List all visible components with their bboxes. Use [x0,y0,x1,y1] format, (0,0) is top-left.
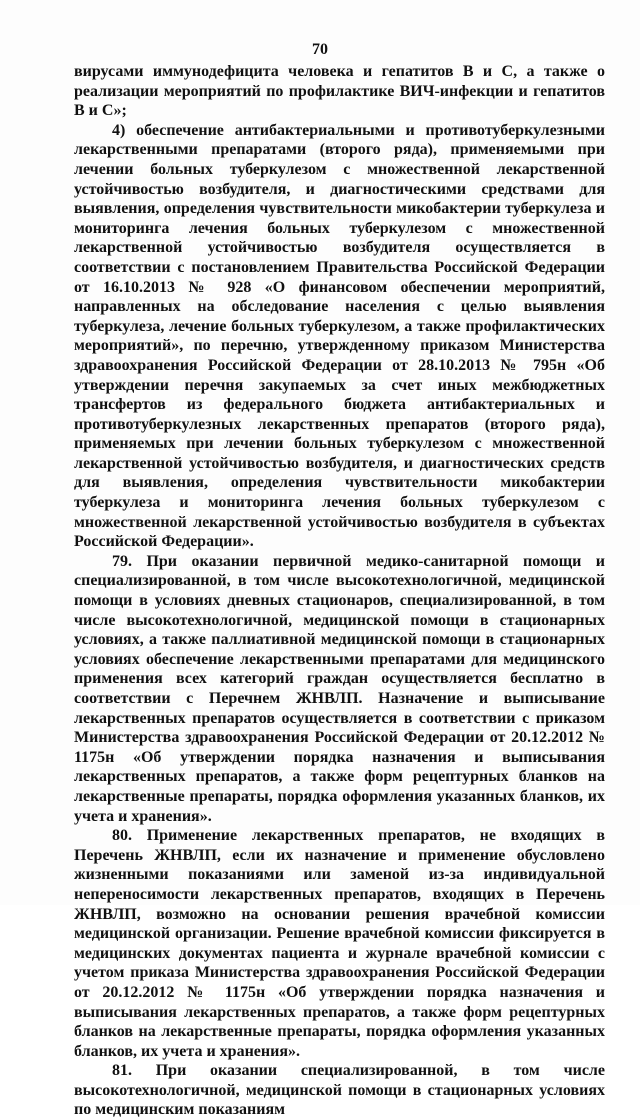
paragraph-continuation: вирусами иммунодефицита человека и гепатитов В и С, а также о реализации мероприятий по профилактике ВИЧ-инфекции и гепатитов В и С»; [74,63,605,120]
paragraph-80: 80. Применение лекарственных препаратов, не входящих в Перечень ЖНВЛП, если их назначение и применение обусловлено жизненными показаниями или заменой из-за индивидуальной непереносимости лекарственных препаратов, входящих в Перечень ЖНВЛП, возможно на основании решения врачебной комиссии медицинской организации. Решение врачебной комиссии фиксируется в медицинских документах пациента и журнале врачебной комиссии с учетом приказа Министерства здравоохранения Российской Федерации от 20.12.2012 № 1175н «Об утверждении порядка назначения и выписывания лекарственных препаратов, а также форм рецептурных бланков на лекарственные препараты, порядка оформления указанных бланков, их учета и хранения». [74,827,605,1060]
page-number: 70 [312,41,328,58]
paragraph-81: 81. При оказании специализированной, в том числе высокотехнологичной, медицинской помощи в стационарных условиях по медицинским показаниям [74,1062,605,1119]
document-body [74,62,605,1120]
paragraph-item-4: 4) обеспечение антибактериальными и противотуберкулезными лекарственными препаратами (второго ряда), применяемыми при лечении больных туберкулезом с множественной лекарственной устойчивостью возбудителя, и диагностическими средствами для выявления, определения чувствительности микобактерии туберкулеза и мониторинга лечения больных туберкулезом с множественной лекарственной устойчивостью возбудителя осуществляется в соответствии с постановлением Правительства Российской Федерации от 16.10.2013 № 928 «О финансовом обеспечении мероприятий, направленных на обследование населения с целью выявления туберкулеза, лечение больных туберкулезом, а также профилактических мероприятий», по перечню, утвержденному приказом Министерства здравоохранения Российской Федерации от 28.10.2013 № 795н «Об утверждении перечня закупаемых за счет иных межбюджетных трансфертов из федерального бюджета антибактериальных и противотуберкулезных лекарственных препаратов (второго ряда), применяемых при лечении больных туберкулезом с множественной лекарственной устойчивостью возбудителя, и диагностических средств для выявления, определения чувствительности микобактерии туберкулеза и мониторинга лечения больных туберкулезом с множественной лекарственной устойчивостью возбудителя в субъектах Российской Федерации». [74,121,605,551]
paragraph-79: 79. При оказании первичной медико-санитарной помощи и специализированной, в том числе высокотехнологичной, медицинской помощи в условиях дневных стационаров, специализированной, в том числе высокотехнологичной, медицинской помощи в стационарных условиях, а также паллиативной медицинской помощи в стационарных условиях обеспечение лекарственными препаратами для медицинского применения всех категорий граждан осуществляется бесплатно в соответствии с Перечнем ЖНВЛП. Назначение и выписывание лекарственных препаратов осуществляется в соответствии с приказом Министерства здравоохранения Российской Федерации от 20.12.2012 № 1175н «Об утверждении порядка назначения и выписывания лекарственных препаратов, а также форм рецептурных бланков на лекарственные препараты, порядка оформления указанных бланков, их учета и хранения». [74,552,605,825]
